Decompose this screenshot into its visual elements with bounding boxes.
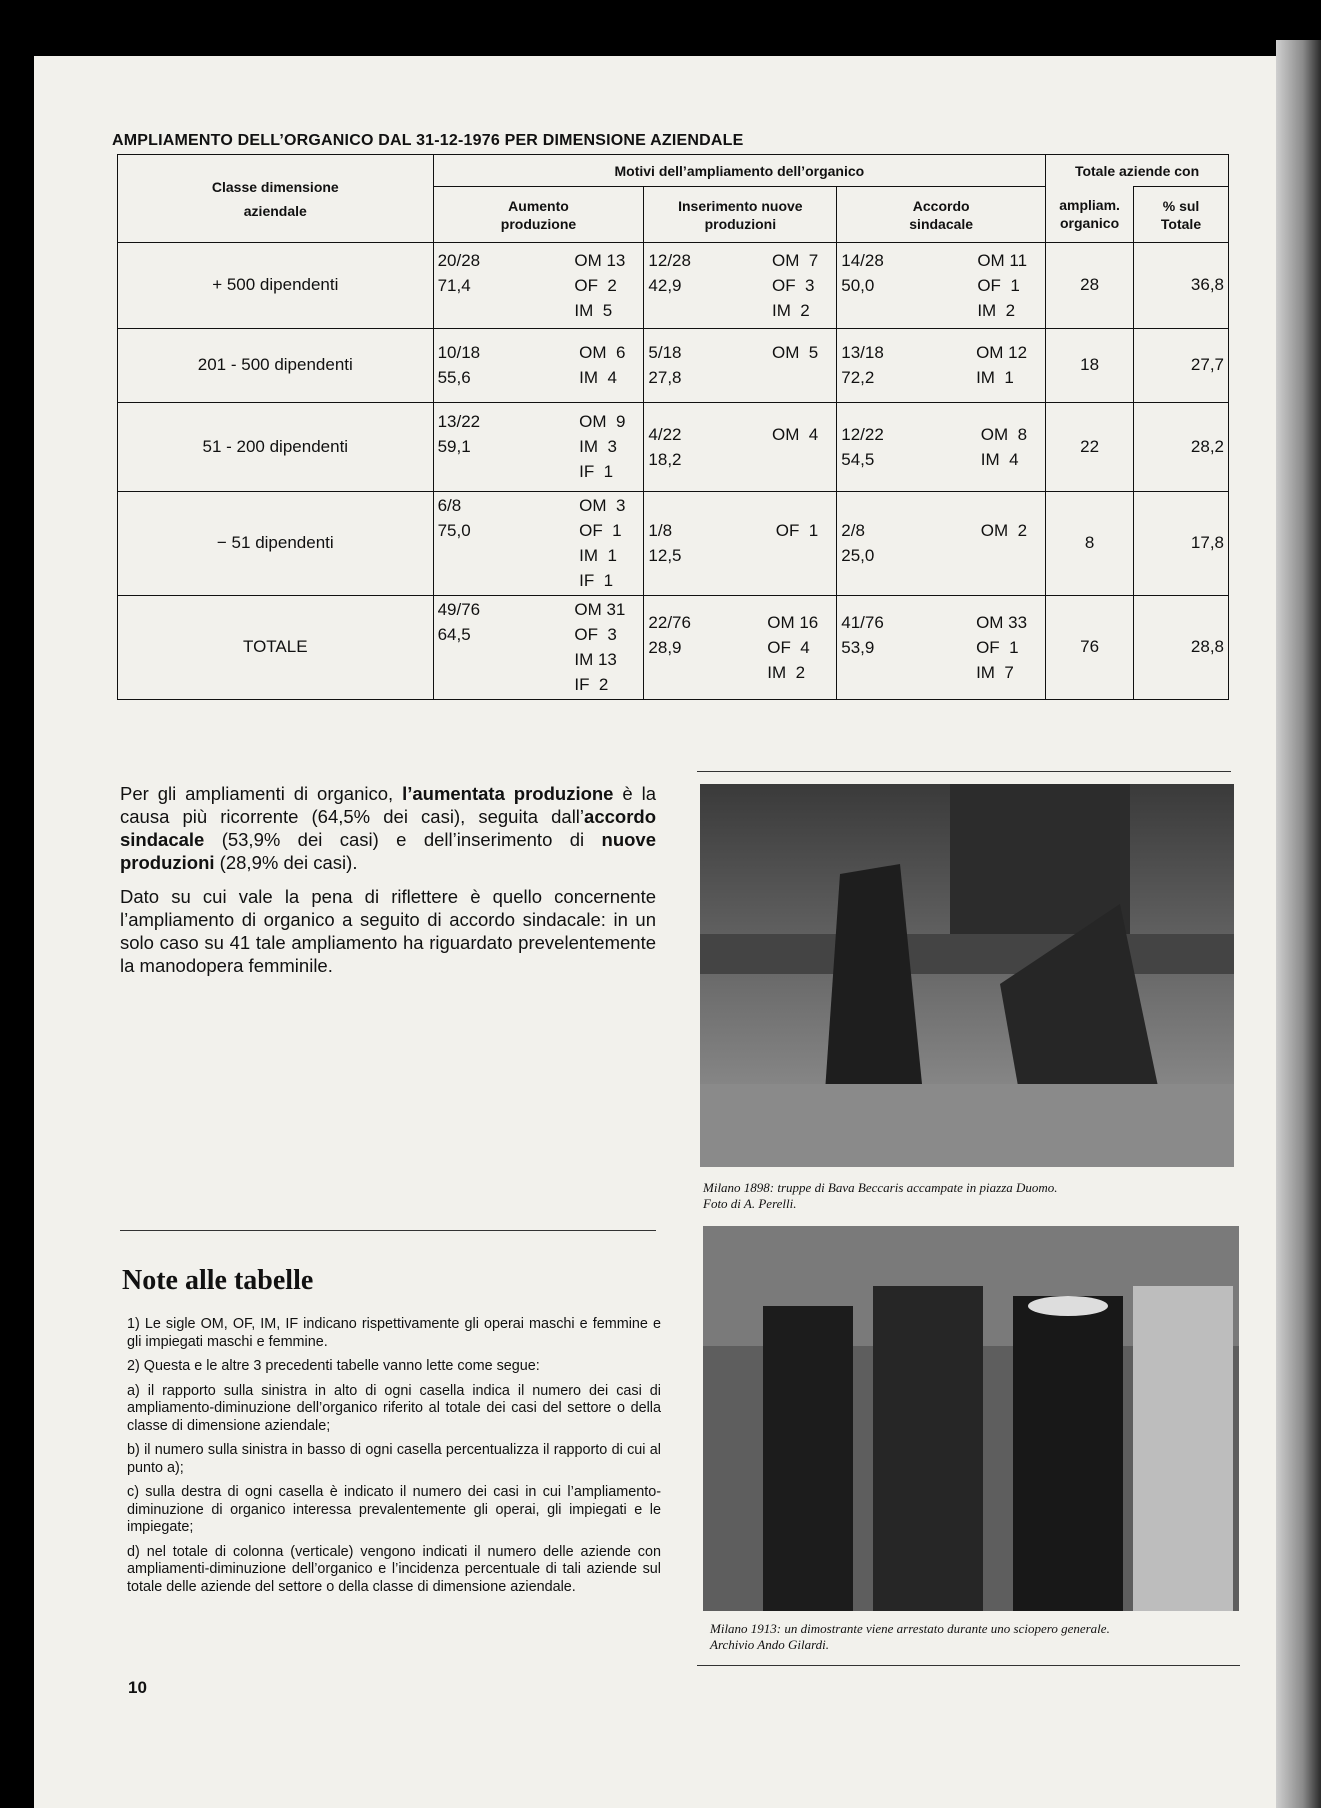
case-ratio: 5/18: [648, 343, 682, 363]
case-ratio: 49/76: [437, 600, 481, 620]
breakdown-entry: IM 4: [980, 449, 1019, 469]
page-number: 10: [128, 1678, 147, 1697]
breakdown-entry: OM 33: [976, 612, 1028, 632]
note-c: c) sulla destra di ogni casella è indicato il numero dei casi in cui l’ampliamento-diminuzione di organico interessa prevalentemente gli operai, gli impiegati e le impiegate;: [127, 1484, 661, 1535]
breakdown-entry: IM 1: [976, 368, 1014, 388]
cell-aum: [433, 328, 644, 402]
note-1: 1) Le sigle OM, OF, IM, IF indicano rispettivamente gli operai maschi e femmine e gli impiegati maschi e femmine.: [127, 1316, 661, 1350]
table-title: AMPLIAMENTO DELL’ORGANICO DAL 31-12-1976 PER DIMENSIONE AZIENDALE: [112, 132, 744, 149]
note-b: b) il numero sulla sinistra in basso di ogni casella percentualizza il rapporto di cui al punto a);: [127, 1442, 661, 1476]
header-inserimento: Inserimento nuove produzioni: [644, 187, 837, 243]
case-percent: 50,0: [841, 275, 875, 295]
case-percent: 42,9: [648, 275, 682, 295]
case-ratio: 12/22: [841, 424, 884, 444]
notes-title: Note alle tabelle: [122, 1265, 314, 1296]
divider: [697, 771, 1231, 772]
paragraph-2: Dato su cui vale la pena di riflettere è quello concernente l’ampliamento di organico a seguito di accordo sindacale: in un solo caso su 41 tale ampliamento ha riguardato prevelentemente la manodopera femminile.: [120, 886, 656, 976]
breakdown-entry: IM 2: [767, 662, 806, 682]
case-percent: 75,0: [437, 521, 471, 541]
case-ratio: 10/18: [437, 343, 481, 363]
breakdown-entry: OM 2: [980, 521, 1028, 541]
percent-of-total: 28,8: [1134, 595, 1229, 699]
case-ratio: 1/8: [648, 521, 673, 541]
case-percent: 54,5: [841, 449, 875, 469]
case-percent: 28,9: [648, 637, 682, 657]
breakdown-entry: IM 3: [579, 437, 617, 457]
case-percent: 18,2: [648, 449, 682, 469]
divider: [120, 1230, 656, 1231]
breakdown-entry: IM 2: [771, 300, 810, 320]
cell-acc: [837, 402, 1046, 491]
row-label: + 500 dipendenti: [118, 243, 434, 329]
note-2: 2) Questa e le altre 3 precedenti tabelle vanno lette come segue:: [127, 1358, 540, 1374]
cell-ins: [644, 402, 837, 491]
divider: [697, 1665, 1240, 1666]
percent-of-total: 36,8: [1134, 243, 1229, 329]
photo-milano-1898: [700, 784, 1234, 1167]
total-companies: 8: [1046, 491, 1134, 595]
breakdown-entry: OM 31: [574, 600, 626, 620]
cell-aum: [433, 491, 644, 595]
case-percent: 53,9: [841, 637, 875, 657]
row-label: − 51 dipendenti: [118, 491, 434, 595]
row-label: 201 - 500 dipendenti: [118, 328, 434, 402]
breakdown-entry: OF 4: [767, 637, 810, 657]
breakdown-entry: OF 1: [976, 637, 1019, 657]
breakdown-entry: OF 1: [775, 521, 819, 541]
breakdown-entry: OM 12: [976, 343, 1028, 363]
cell-acc: [837, 328, 1046, 402]
breakdown-entry: OM 16: [767, 612, 819, 632]
table-row: [118, 328, 1229, 402]
table-row: [118, 243, 1229, 329]
case-percent: 25,0: [841, 546, 875, 566]
breakdown-entry: IM 1: [579, 546, 617, 566]
breakdown-entry: OF 1: [579, 521, 622, 541]
breakdown-entry: OM 8: [980, 424, 1028, 444]
header-accordo: Accordo sindacale: [837, 187, 1046, 243]
data-table: [117, 154, 1229, 700]
row-label: 51 - 200 dipendenti: [118, 402, 434, 491]
photo-milano-1913: [703, 1226, 1239, 1611]
breakdown-entry: IM 7: [976, 662, 1014, 682]
header-pct: % sul Totale: [1134, 187, 1229, 243]
breakdown-entry: IF 1: [579, 462, 614, 482]
breakdown-entry: IM 5: [574, 300, 613, 320]
breakdown-entry: OM 5: [771, 343, 819, 363]
total-companies: 28: [1046, 243, 1134, 329]
breakdown-entry: OM 4: [771, 424, 819, 444]
header-motivi: Motivi dell’ampliamento dell’organico: [433, 155, 1046, 187]
breakdown-entry: IM 2: [977, 300, 1016, 320]
breakdown-entry: OM 9: [579, 412, 626, 432]
cell-acc: [837, 243, 1046, 329]
caption-photo-1: Milano 1898: truppe di Bava Beccaris accampate in piazza Duomo. Foto di A. Perelli.: [703, 1180, 1058, 1211]
body-text: [120, 782, 656, 988]
row-label: TOTALE: [118, 595, 434, 699]
breakdown-entry: IM 4: [579, 368, 617, 388]
cell-aum: [433, 402, 644, 491]
percent-of-total: 17,8: [1134, 491, 1229, 595]
table-row: [118, 402, 1229, 491]
cell-acc: [837, 491, 1046, 595]
percent-of-total: 27,7: [1134, 328, 1229, 402]
percent-of-total: 28,2: [1134, 402, 1229, 491]
header-classe: Classe dimensione aziendale: [118, 155, 434, 243]
case-ratio: 13/22: [437, 412, 481, 432]
breakdown-entry: OF 3: [771, 275, 815, 295]
breakdown-entry: OM 11: [977, 250, 1028, 270]
case-percent: 55,6: [437, 368, 471, 388]
caption-photo-2: Milano 1913: un dimostrante viene arrestato durante uno sciopero generale. Archivio Ando Gilardi.: [710, 1621, 1110, 1652]
case-percent: 71,4: [437, 275, 471, 295]
breakdown-entry: OM 6: [579, 343, 626, 363]
cell-ins: [644, 243, 837, 329]
cell-ins: [644, 595, 837, 699]
table-row: [118, 595, 1229, 699]
case-ratio: 2/8: [841, 521, 865, 541]
note-a: a) il rapporto sulla sinistra in alto di ogni casella indica il numero dei casi di ampliamento-diminuzione dell’organico riferito al totale dei casi del settore o della classe di dimensione aziendale;: [127, 1382, 661, 1434]
book-gutter: [1276, 40, 1321, 1808]
cell-aum: [433, 595, 644, 699]
breakdown-entry: OM 3: [579, 496, 626, 516]
table-row: [118, 491, 1229, 595]
cell-ins: [644, 491, 837, 595]
case-ratio: 6/8: [437, 496, 462, 516]
total-companies: 76: [1046, 595, 1134, 699]
breakdown-entry: IF 2: [574, 675, 609, 695]
header-totale: Totale aziende con: [1046, 155, 1229, 187]
breakdown-entry: OF 1: [977, 275, 1020, 295]
breakdown-entry: OF 3: [574, 625, 617, 645]
breakdown-entry: OM 13: [574, 250, 626, 270]
header-aumento: Aumento produzione: [433, 187, 644, 243]
notes-list: [127, 1316, 661, 1603]
case-percent: 72,2: [841, 368, 875, 388]
breakdown-entry: OF 2: [574, 275, 617, 295]
case-percent: 27,8: [648, 368, 682, 388]
case-ratio: 22/76: [648, 612, 691, 632]
note-d: d) nel totale di colonna (verticale) vengono indicati il numero delle aziende con ampliamenti-diminuzione dell’organico e l’incidenza percentuale di tali aziende sul totale delle aziende del settore o della classe di dimensione aziendale.: [127, 1543, 661, 1595]
breakdown-entry: IM 13: [574, 650, 617, 670]
case-ratio: 14/28: [841, 250, 884, 270]
total-companies: 18: [1046, 328, 1134, 402]
case-ratio: 41/76: [841, 612, 884, 632]
case-ratio: 20/28: [437, 250, 481, 270]
case-ratio: 13/18: [841, 343, 884, 363]
breakdown-entry: OM 7: [771, 250, 819, 270]
case-percent: 64,5: [437, 625, 471, 645]
paragraph-1: Per gli ampliamenti di organico, l’aumentata produzione è la causa più ricorrente (64,5% dei casi), seguita dall’accordo sindacale (53,9% dei casi) e dell’inserimento di nuove produzioni (28,9% dei casi).: [120, 783, 656, 873]
header-totale-aziende: ampliam. organico: [1046, 187, 1134, 243]
case-ratio: 12/28: [648, 250, 691, 270]
cell-acc: [837, 595, 1046, 699]
case-ratio: 4/22: [648, 424, 682, 444]
case-percent: 12,5: [648, 546, 682, 566]
breakdown-entry: IF 1: [579, 571, 614, 591]
case-percent: 59,1: [437, 437, 471, 457]
cell-ins: [644, 328, 837, 402]
total-companies: 22: [1046, 402, 1134, 491]
cell-aum: [433, 243, 644, 329]
